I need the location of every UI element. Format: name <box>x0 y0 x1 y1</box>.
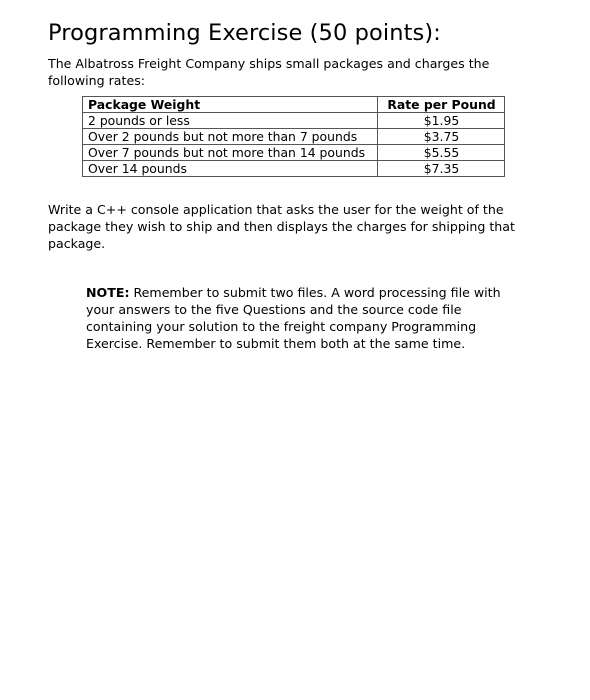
rate-cell: $5.55 <box>378 145 505 161</box>
note-label: NOTE: <box>86 285 130 300</box>
rate-cell: $7.35 <box>378 161 505 177</box>
header-package-weight: Package Weight <box>83 97 378 113</box>
table-header-row <box>83 97 505 113</box>
table-row <box>83 161 505 177</box>
table-row <box>83 145 505 161</box>
table-row <box>83 113 505 129</box>
note-paragraph <box>86 284 506 352</box>
rate-cell: $3.75 <box>378 129 505 145</box>
weight-cell: Over 14 pounds <box>83 161 378 177</box>
rate-cell: $1.95 <box>378 113 505 129</box>
note-text: Remember to submit two files. A word processing file with your answers to the five Questions and the source code file containing your solution to the freight company Programming Exercise. Remember to submit them both at the same time. <box>86 285 501 351</box>
weight-cell: Over 7 pounds but not more than 14 pounds <box>83 145 378 161</box>
task-paragraph: Write a C++ console application that asks the user for the weight of the package they wish to ship and then displays the charges for shipping that package. <box>48 202 515 251</box>
rates-table <box>82 96 505 177</box>
page-title: Programming Exercise (50 points): <box>48 20 441 46</box>
header-rate-per-pound: Rate per Pound <box>378 97 505 113</box>
intro-paragraph: The Albatross Freight Company ships small packages and charges the following rates: <box>48 56 490 88</box>
table-row <box>83 129 505 145</box>
weight-cell: Over 2 pounds but not more than 7 pounds <box>83 129 378 145</box>
weight-cell: 2 pounds or less <box>83 113 378 129</box>
